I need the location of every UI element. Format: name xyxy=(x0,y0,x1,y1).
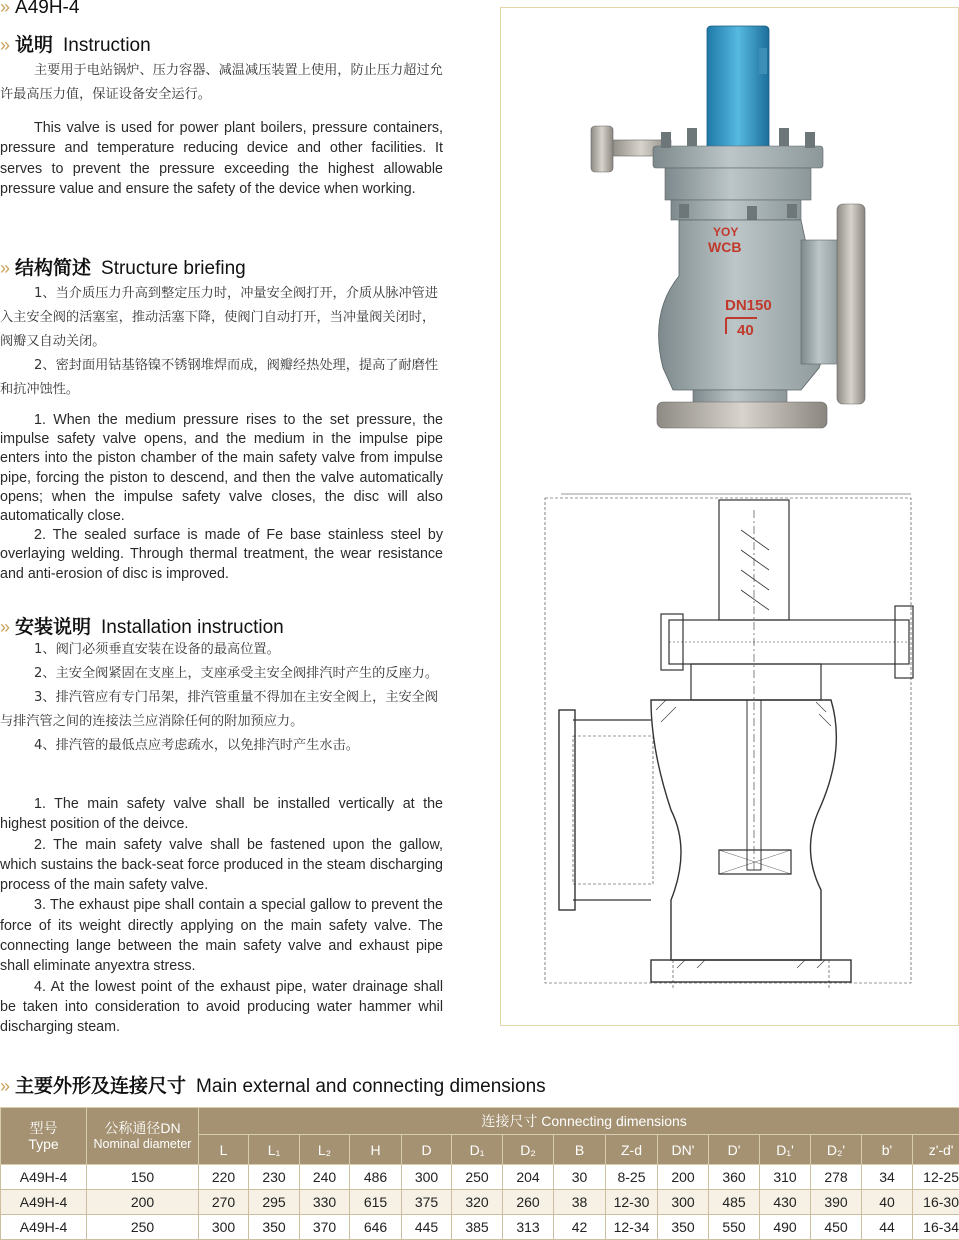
structure-cn-text xyxy=(0,282,440,402)
casting-mark-text: WCB xyxy=(708,239,742,255)
chevron-icon: » xyxy=(0,35,8,55)
table-cell: A49H-4 xyxy=(1,1190,87,1215)
section-title-installation xyxy=(0,612,284,639)
table-cell: 44 xyxy=(862,1215,913,1240)
table-cell: 278 xyxy=(811,1165,862,1190)
instruction-cn-text xyxy=(0,59,444,107)
table-cell: 12-34 xyxy=(606,1215,658,1240)
casting-mark-text: 40 xyxy=(737,322,754,339)
table-cell: 270 xyxy=(199,1190,249,1215)
column-header: b' xyxy=(862,1135,913,1165)
section-title-structure xyxy=(0,253,246,280)
column-header: L xyxy=(199,1135,249,1165)
title-cn: 结构简述 xyxy=(15,257,92,279)
table-cell: 310 xyxy=(760,1165,811,1190)
table-cell: 240 xyxy=(300,1165,350,1190)
column-header: D₂' xyxy=(811,1135,862,1165)
column-header: Z-d xyxy=(606,1135,658,1165)
header-dn-cn: 公称通径DN xyxy=(104,1120,181,1136)
section-title-instruction xyxy=(0,30,151,57)
chevron-icon: » xyxy=(0,258,8,278)
table-cell: 490 xyxy=(760,1215,811,1240)
paragraph: 1. The main safety valve shall be installed vertically at the highest position of the deivce. xyxy=(0,796,443,833)
paragraph: 4、排汽管的最低点应考虑疏水，以免排汽时产生水击。 xyxy=(34,738,359,753)
installation-en-text xyxy=(0,794,443,1038)
table-cell: 450 xyxy=(811,1215,862,1240)
paragraph: 主要用于电站锅炉、压力容器、减温减压装置上使用，防止压力超过允许最高压力值，保证设备安全运行。 xyxy=(0,63,443,102)
title-en: Structure briefing xyxy=(101,258,246,279)
paragraph: 2、密封面用钴基铬镍不锈钢堆焊而成，阀瓣经热处理，提高了耐磨性和抗冲蚀性。 xyxy=(0,358,439,397)
paragraph: 2、主安全阀紧固在支座上，支座承受主安全阀排汽时产生的反座力。 xyxy=(34,666,439,681)
title-en: Installation instruction xyxy=(101,617,284,638)
dimensions-table-body xyxy=(1,1165,959,1240)
product-figure-frame xyxy=(500,7,959,1026)
table-cell: 430 xyxy=(760,1190,811,1215)
chevron-icon: » xyxy=(0,0,8,17)
table-cell: 260 xyxy=(503,1190,554,1215)
table-cell: 350 xyxy=(249,1215,300,1240)
table-row xyxy=(1,1190,959,1215)
table-cell: 485 xyxy=(709,1190,760,1215)
header-dn xyxy=(87,1108,199,1165)
table-cell: 300 xyxy=(402,1165,452,1190)
title-cn: 主要外形及连接尺寸 xyxy=(15,1075,187,1097)
title-en: Instruction xyxy=(63,35,151,56)
column-header: L₁ xyxy=(249,1135,300,1165)
table-cell: A49H-4 xyxy=(1,1215,87,1240)
casting-mark-text: DN150 xyxy=(725,297,772,314)
header-type-en: Type xyxy=(28,1136,59,1152)
casting-mark-text: YOY xyxy=(713,225,739,239)
header-type-cn: 型号 xyxy=(29,1120,58,1136)
table-cell: 38 xyxy=(554,1190,606,1215)
paragraph: 2. The main safety valve shall be fastened upon the gallow, which sustains the back-seat force produced in the steam discharging process of the main safety valve. xyxy=(0,836,443,894)
title-cn: 安装说明 xyxy=(15,616,92,638)
table-cell: 486 xyxy=(350,1165,402,1190)
table-cell: 360 xyxy=(709,1165,760,1190)
table-cell: A49H-4 xyxy=(1,1165,87,1190)
table-cell: 16-34 xyxy=(913,1215,959,1240)
column-header: D₁ xyxy=(452,1135,503,1165)
table-cell: 40 xyxy=(862,1190,913,1215)
table-cell: 34 xyxy=(862,1165,913,1190)
paragraph: 1、阀门必须垂直安装在设备的最高位置。 xyxy=(34,642,280,657)
column-header: H xyxy=(350,1135,402,1165)
chevron-icon: » xyxy=(0,617,8,637)
cross-section-drawing xyxy=(501,490,958,1010)
table-cell: 300 xyxy=(658,1190,709,1215)
table-row xyxy=(1,1215,959,1240)
table-cell: 550 xyxy=(709,1215,760,1240)
table-cell: 390 xyxy=(811,1190,862,1215)
chevron-icon: » xyxy=(0,1076,8,1096)
table-cell: 250 xyxy=(452,1165,503,1190)
paragraph: 3、排汽管应有专门吊架，排汽管重量不得加在主安全阀上，主安全阀与排汽管之间的连接法兰应消除任何的附加预应力。 xyxy=(0,690,439,729)
column-header: DN' xyxy=(658,1135,709,1165)
table-cell: 615 xyxy=(350,1190,402,1215)
paragraph: 4. At the lowest point of the exhaust pipe, water drainage shall be taken into consideration to avoid producing water hammer whil discharging steam. xyxy=(0,978,443,1036)
table-cell: 375 xyxy=(402,1190,452,1215)
table-cell: 8-25 xyxy=(606,1165,658,1190)
table-cell: 295 xyxy=(249,1190,300,1215)
table-cell: 370 xyxy=(300,1215,350,1240)
table-cell: 250 xyxy=(87,1215,199,1240)
model-code: A49H-4 xyxy=(15,0,80,18)
table-cell: 313 xyxy=(503,1215,554,1240)
structure-en-text xyxy=(0,411,443,584)
paragraph: 2. The sealed surface is made of Fe base stainless steel by overlaying welding. Through thermal treatment, the wear resistance and anti-erosion of disc is improved. xyxy=(0,527,443,582)
dimensions-table xyxy=(0,1107,959,1240)
table-cell: 42 xyxy=(554,1215,606,1240)
table-cell: 220 xyxy=(199,1165,249,1190)
instruction-en-text xyxy=(0,118,443,199)
header-dn-en: Nominal diameter xyxy=(93,1137,192,1151)
paragraph: This valve is used for power plant boilers, pressure containers, pressure and temperature reducing device and other facilities. It serves to prevent the pressure exceeding the highest allowable pressure value and ensure the safety of the device when working. xyxy=(0,120,443,197)
title-en: Main external and connecting dimensions xyxy=(196,1076,546,1097)
table-cell: 230 xyxy=(249,1165,300,1190)
column-header: D₂ xyxy=(503,1135,554,1165)
table-cell: 150 xyxy=(87,1165,199,1190)
page-title xyxy=(0,0,79,19)
table-cell: 330 xyxy=(300,1190,350,1215)
column-header: L₂ xyxy=(300,1135,350,1165)
header-connecting-dimensions: 连接尺寸 Connecting dimensions xyxy=(199,1108,959,1135)
column-header: D' xyxy=(709,1135,760,1165)
table-cell: 350 xyxy=(658,1215,709,1240)
table-cell: 646 xyxy=(350,1215,402,1240)
column-header: D₁' xyxy=(760,1135,811,1165)
table-cell: 30 xyxy=(554,1165,606,1190)
table-cell: 204 xyxy=(503,1165,554,1190)
column-header: D xyxy=(402,1135,452,1165)
installation-cn-text xyxy=(0,638,440,758)
table-cell: 445 xyxy=(402,1215,452,1240)
table-cell: 200 xyxy=(658,1165,709,1190)
table-cell: 320 xyxy=(452,1190,503,1215)
table-cell: 200 xyxy=(87,1190,199,1215)
column-header: B xyxy=(554,1135,606,1165)
table-cell: 385 xyxy=(452,1215,503,1240)
header-type xyxy=(1,1108,87,1165)
table-row xyxy=(1,1165,959,1190)
table-cell: 300 xyxy=(199,1215,249,1240)
paragraph: 1、当介质压力升高到整定压力时，冲量安全阀打开，介质从脉冲管进入主安全阀的活塞室，推动活塞下降，使阀门自动打开，当冲量阀关闭时，阀瓣又自动关闭。 xyxy=(0,286,439,349)
paragraph: 3. The exhaust pipe shall contain a special gallow to prevent the force of its weight directly applying on the main safety valve. The connecting lange between the main safety valve and exhaust pipe shall eliminate anyextra stress. xyxy=(0,897,443,975)
table-cell: 16-30 xyxy=(913,1190,959,1215)
table-cell: 12-30 xyxy=(606,1190,658,1215)
column-header: z'-d' xyxy=(913,1135,959,1165)
section-title-dimensions xyxy=(0,1071,546,1098)
table-cell: 12-25 xyxy=(913,1165,959,1190)
valve-photo xyxy=(501,8,958,478)
paragraph: 1. When the medium pressure rises to the set pressure, the impulse safety valve opens, and the medium in the impulse pipe enters into the piston chamber of the main safety valve from impulse pipe, forcing the piston to descend, and then the valve automatically opens; when the impulse safety valve closes, the disc will also automatically close. xyxy=(0,412,443,525)
title-cn: 说明 xyxy=(15,34,54,56)
